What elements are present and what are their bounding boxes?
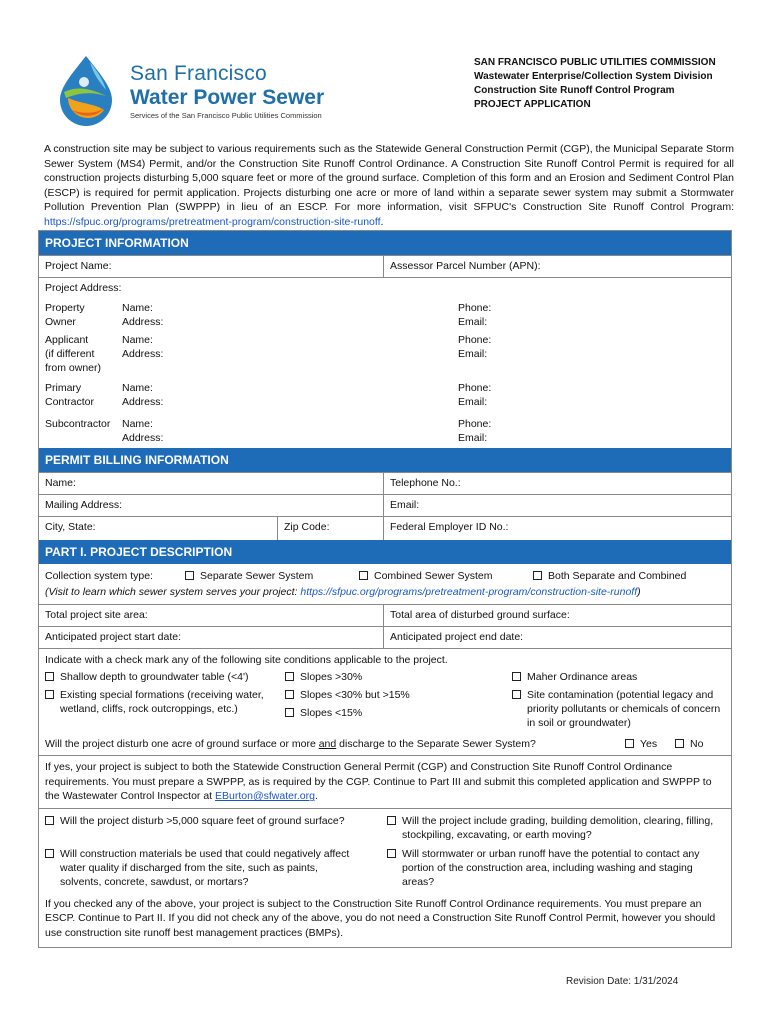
visit-end: ): [637, 586, 641, 598]
opt-separate[interactable]: [185, 569, 359, 583]
checkbox-icon[interactable]: [185, 571, 194, 580]
q3[interactable]: [45, 847, 387, 889]
cond-maher[interactable]: [512, 670, 722, 684]
logo-title-line2: Water Power Sewer: [130, 86, 325, 109]
collection-label: Collection system type:: [45, 570, 153, 582]
ifyes-text: If yes, your project is subject to both the Statewide Construction General Permit (CGP) and Construction Site Runoff Control Ordinance requirements. You must prepare a SWPPP, as is required by the CGP. Continue to Part III and submit this completed application and SWPPP to the Wastewater Control Inspector at: [45, 761, 712, 803]
subcontractor-contact: [39, 411, 731, 448]
owner-contact: [39, 299, 731, 331]
checkbox-icon[interactable]: [675, 739, 684, 748]
start-date-field[interactable]: Anticipated project start date:: [45, 631, 181, 643]
closing-paragraph: If you checked any of the above, your project is subject to the Construction Site Runoff Control Ordinance requirements. You must prepare an ESCP. Continue to Part II. If you did not check any of the above, you do not need a Construction Site Runoff Control Permit, however you should use construction site runoff best management practices (BMPs).: [45, 897, 716, 939]
billing-zip-field[interactable]: Zip Code:: [277, 517, 383, 540]
indicate-text: Indicate with a check mark any of the following site conditions applicable to the project.: [45, 654, 448, 666]
application-form: [38, 230, 732, 948]
visit-note: [45, 585, 725, 600]
primary-contractor-contact: [39, 377, 731, 411]
inspector-email-link[interactable]: EBurton@sfwater.org: [215, 790, 315, 803]
acre-no[interactable]: [675, 737, 703, 751]
project-address-row: [39, 277, 731, 299]
owner-label-2: Owner: [45, 316, 76, 328]
end-date-field[interactable]: Anticipated project end date:: [383, 627, 731, 648]
owner-label-1: Property: [45, 302, 85, 314]
acre-question-row: [39, 733, 731, 755]
acre-q-pre: Will the project disturb one acre of ground surface or more: [45, 738, 319, 750]
sub-email-field[interactable]: Email:: [458, 432, 488, 444]
q4-label: Will stormwater or urban runoff have the potential to contact any portion of the construction area, including washing and staging areas?: [402, 847, 700, 888]
q1[interactable]: [45, 814, 387, 842]
primary-email-field[interactable]: Email:: [458, 396, 488, 408]
section-permit-billing: PERMIT BILLING INFORMATION: [39, 448, 731, 472]
sub-phone-field[interactable]: Phone:: [458, 418, 492, 430]
cond-contam-label: Site contamination (potential legacy and priority pollutants or chemicals of concern in soil or groundwater): [527, 689, 721, 729]
section-project-information: PROJECT INFORMATION: [39, 231, 731, 255]
q2-label: Will the project include grading, building demolition, clearing, filling, stockpiling, excavating, or earth moving?: [402, 814, 714, 841]
logo-tagline: Services of the San Francisco Public Utilities Commission: [130, 111, 322, 120]
sub-address-field[interactable]: Address:: [122, 432, 164, 444]
intro-text: A construction site may be subject to various requirements such as the Statewide General Construction Permit (CGP), the Municipal Separate Storm Sewer System (MS4) Permit, and/or the Construction Site Runoff Control Ordinance. A Construction Site Runoff Control Permit is required for all construction projects disturbing 5,000 square feet or more of the ground surface. Completion of this form and an Erosion and Sediment Control Plan (ESCP) is required for permit application. Projects disturbing one acre or more of land within a separate sewer system may submit a Stormwater Pollution Prevention Plan (SWPPP) in lieu of an ESCP. For more information, visit SFPUC's Construction Site Runoff Control Program:: [44, 143, 734, 214]
yes-label: Yes: [640, 738, 658, 750]
disturbed-area-field[interactable]: Total area of disturbed ground surface:: [383, 605, 731, 626]
applicant-name-field[interactable]: Name:: [122, 334, 153, 346]
checkbox-icon[interactable]: [45, 690, 54, 699]
q2[interactable]: [387, 814, 725, 842]
checkbox-icon[interactable]: [359, 571, 368, 580]
opt-combined-label: Combined Sewer System: [374, 570, 493, 582]
opt-separate-label: Separate Sewer System: [200, 570, 314, 582]
billing-name-field[interactable]: Name:: [45, 477, 76, 489]
header-line1: SAN FRANCISCO PUBLIC UTILITIES COMMISSION: [474, 57, 716, 68]
checkbox-icon[interactable]: [45, 849, 54, 858]
sfpuc-logo: [50, 52, 350, 124]
billing-telephone-field[interactable]: Telephone No.:: [383, 473, 731, 494]
cond-slopes30[interactable]: [285, 670, 512, 684]
cond-special[interactable]: [45, 688, 285, 716]
acre-q-post: discharge to the Separate Sewer System?: [336, 738, 536, 750]
ifyes-end: .: [315, 790, 318, 803]
sewer-map-link[interactable]: https://sfpuc.org/programs/pretreatment-program/construction-site-runoff: [300, 586, 638, 598]
apn-field[interactable]: Assessor Parcel Number (APN):: [383, 256, 731, 277]
cond-slopes15-30-label: Slopes <30% but >15%: [300, 689, 410, 701]
header-line2: Wastewater Enterprise/Collection System Division: [474, 71, 713, 82]
q1-label: Will the project disturb >5,000 square feet of ground surface?: [60, 814, 345, 827]
checkbox-icon[interactable]: [45, 816, 54, 825]
checkbox-icon[interactable]: [512, 690, 521, 699]
acre-q-and: and: [318, 738, 337, 750]
cond-contam[interactable]: [512, 688, 722, 730]
acre-question: [45, 737, 625, 751]
cond-slopes15-label: Slopes <15%: [300, 707, 363, 719]
owner-address-field[interactable]: Address:: [122, 316, 164, 328]
dates-row: [39, 626, 731, 648]
checkbox-icon[interactable]: [285, 708, 294, 717]
intro-paragraph: [44, 142, 734, 230]
section-part1: PART I. PROJECT DESCRIPTION: [39, 540, 731, 564]
revision-date: Revision Date: 1/31/2024: [566, 976, 679, 987]
applicant-label-3: from owner): [45, 362, 102, 374]
opt-both[interactable]: [533, 569, 686, 583]
billing-fein-field[interactable]: Federal Employer ID No.:: [383, 517, 731, 540]
sub-name-field[interactable]: Name:: [122, 418, 153, 430]
no-label: No: [690, 738, 704, 750]
header-line3: Construction Site Runoff Control Program: [474, 85, 675, 96]
cond-maher-label: Maher Ordinance areas: [527, 671, 638, 683]
primary-name-field[interactable]: Name:: [122, 382, 153, 394]
billing-mail-row: [39, 494, 731, 516]
owner-name-field[interactable]: Name:: [122, 302, 153, 314]
program-link[interactable]: https://sfpuc.org/programs/pretreatment-program/construction-site-runoff: [44, 215, 381, 228]
total-area-field[interactable]: Total project site area:: [45, 609, 148, 621]
billing-name-row: [39, 472, 731, 494]
checkbox-icon[interactable]: [387, 816, 396, 825]
questions-block: [39, 808, 731, 893]
applicant-label-2: (if different: [45, 348, 95, 360]
owner-phone-field[interactable]: Phone:: [458, 302, 492, 314]
opt-combined[interactable]: [359, 569, 533, 583]
site-conditions-block: [39, 648, 731, 733]
header-line4: PROJECT APPLICATION: [474, 99, 591, 110]
q4[interactable]: [387, 847, 725, 889]
subcontractor-label: Subcontractor: [45, 418, 111, 430]
acre-yes[interactable]: [625, 737, 675, 751]
owner-email-field[interactable]: Email:: [458, 316, 488, 328]
if-yes-paragraph: [39, 755, 731, 808]
project-name-row: [39, 255, 731, 277]
logo-title-line1: San Francisco: [130, 62, 267, 85]
cond-shallow[interactable]: [45, 670, 285, 684]
cond-slopes15[interactable]: [285, 706, 512, 720]
primary-address-field[interactable]: Address:: [122, 396, 164, 408]
primary-phone-field[interactable]: Phone:: [458, 382, 492, 394]
cond-special-label: Existing special formations (receiving water, wetland, cliffs, rock outcroppings, etc.): [60, 689, 264, 715]
applicant-email-field[interactable]: Email:: [458, 348, 488, 360]
billing-email-field[interactable]: Email:: [383, 495, 731, 516]
project-address-field[interactable]: Project Address:: [45, 282, 122, 294]
billing-city-row: [39, 516, 731, 540]
checkbox-icon[interactable]: [533, 571, 542, 580]
q3-label: Will construction materials be used that could negatively affect water quality if discharged from the site, such as paints, solvents, concrete, sawdust, or mortars?: [60, 847, 350, 888]
collection-system-block: [39, 564, 731, 604]
water-drop-logo-icon: [50, 52, 124, 126]
cond-slopes15-30[interactable]: [285, 688, 512, 702]
billing-mailing-field[interactable]: Mailing Address:: [45, 499, 123, 511]
checkbox-icon[interactable]: [625, 739, 634, 748]
checkbox-icon[interactable]: [285, 690, 294, 699]
checkbox-icon[interactable]: [285, 672, 294, 681]
header-block: [474, 56, 716, 112]
project-name-field[interactable]: Project Name:: [45, 260, 112, 272]
applicant-address-field[interactable]: Address:: [122, 348, 164, 360]
billing-city-field[interactable]: City, State:: [45, 521, 96, 533]
intro-end: .: [380, 215, 384, 228]
opt-both-label: Both Separate and Combined: [548, 570, 687, 582]
checkbox-icon[interactable]: [45, 672, 54, 681]
checkbox-icon[interactable]: [387, 849, 396, 858]
primary-label-2: Contractor: [45, 396, 95, 408]
cond-shallow-label: Shallow depth to groundwater table (<4'): [60, 671, 249, 683]
owner-block: [39, 299, 731, 448]
cond-slopes30-label: Slopes >30%: [300, 671, 363, 683]
area-row: [39, 604, 731, 626]
checkbox-icon[interactable]: [512, 672, 521, 681]
applicant-phone-field[interactable]: Phone:: [458, 334, 492, 346]
applicant-contact: [39, 331, 731, 377]
applicant-label-1: Applicant: [45, 334, 89, 346]
primary-label-1: Primary: [45, 382, 82, 394]
visit-text: (Visit to learn which sewer system serves your project:: [45, 586, 301, 598]
